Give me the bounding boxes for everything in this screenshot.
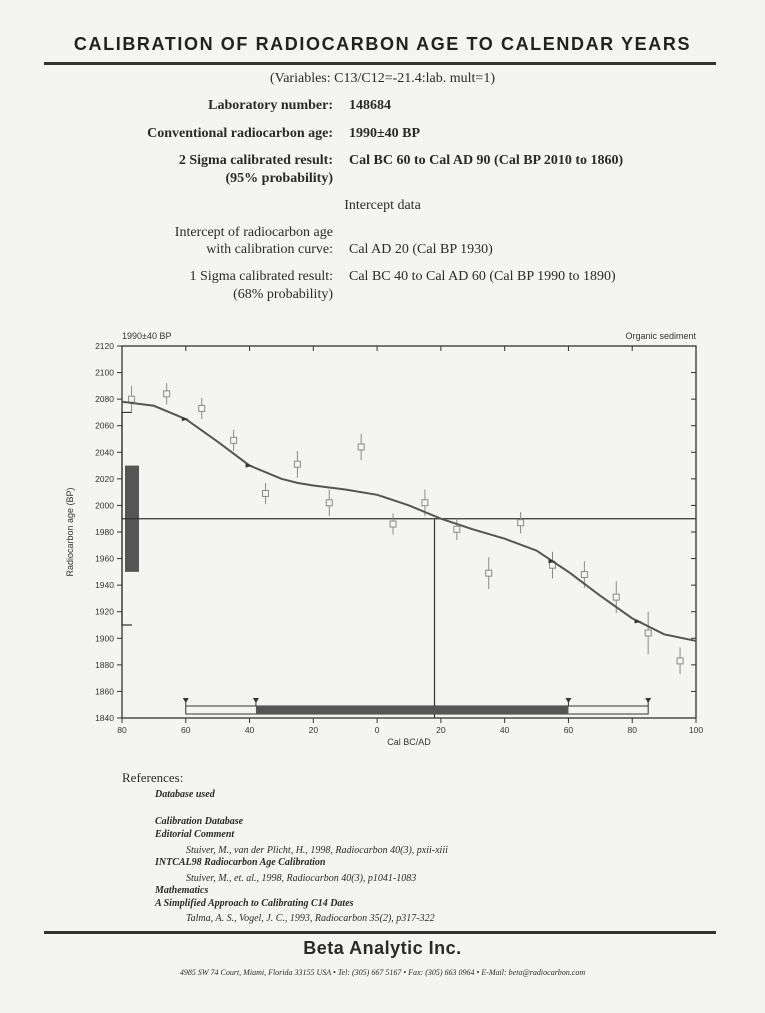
- intercept-value: Cal AD 20 (Cal BP 1930): [349, 242, 493, 257]
- data-point: [164, 391, 170, 397]
- y-tick-label: 1920: [95, 606, 114, 617]
- lab-number-value: 148684: [349, 98, 391, 113]
- data-point: [422, 500, 428, 506]
- calibration-chart: [60, 327, 710, 759]
- reference-line: Talma, A. S., Vogel, J. C., 1993, Radiocarbon 35(2), p317-322: [186, 913, 435, 924]
- x-tick-label: 20: [436, 725, 446, 735]
- range-end-arrow: [253, 698, 259, 703]
- x-axis-title: Cal BC/AD: [387, 737, 431, 747]
- data-point: [486, 570, 492, 576]
- data-point: [677, 658, 683, 664]
- y-tick-label: 2080: [95, 394, 114, 405]
- y-tick-label: 2100: [95, 367, 114, 378]
- lab-number-label: Laboratory number:: [208, 98, 333, 113]
- reference-line: A Simplified Approach to Calibrating C14 Dates: [155, 898, 354, 909]
- top-right-label: Organic sediment: [625, 331, 696, 341]
- data-point: [518, 520, 524, 526]
- data-point: [326, 500, 332, 506]
- x-tick-label: 60: [181, 725, 191, 735]
- x-tick-label: 100: [688, 725, 704, 735]
- x-tick-label: 60: [563, 725, 574, 735]
- data-point: [358, 444, 364, 450]
- sigma2-value: Cal BC 60 to Cal AD 90 (Cal BP 2010 to 1860): [349, 153, 624, 168]
- top-left-label: 1990±40 BP: [122, 331, 172, 341]
- reference-line: Mathematics: [155, 885, 209, 896]
- conventional-age-label: Conventional radiocarbon age:: [147, 126, 333, 141]
- x-tick-label: 80: [117, 725, 127, 735]
- intercept-heading: Intercept data: [344, 198, 421, 213]
- y-tick-label: 1860: [95, 686, 114, 697]
- calendar-1sigma-range: [256, 706, 569, 714]
- y-tick-label: 2040: [95, 447, 114, 458]
- y-tick-label: 1960: [95, 553, 114, 564]
- range-end-arrow: [645, 698, 651, 703]
- conventional-age-value: 1990±40 BP: [349, 126, 421, 141]
- data-point: [231, 437, 237, 443]
- y-tick-label: 1840: [95, 713, 114, 723]
- plot-frame: [122, 346, 696, 718]
- data-point: [199, 405, 205, 411]
- x-tick-label: 40: [244, 725, 255, 735]
- y-axis-title: Radiocarbon age (BP): [65, 487, 75, 577]
- calibration-chart-svg: [60, 327, 710, 759]
- reference-line: Stuiver, M., et. al., 1998, Radiocarbon 40(3), p1041-1083: [186, 873, 417, 884]
- range-end-arrow: [183, 698, 189, 703]
- data-point: [613, 594, 619, 600]
- sigma2-probability: (95% probability): [225, 171, 333, 186]
- reference-line: Database used: [155, 789, 215, 800]
- calibration-curve: [122, 402, 696, 641]
- sigma2-label: 2 Sigma calibrated result:: [178, 153, 333, 168]
- data-point: [294, 461, 300, 467]
- y-tick-label: 1900: [95, 633, 114, 644]
- sigma1-label: 1 Sigma calibrated result:: [189, 269, 333, 284]
- y-tick-label: 2060: [95, 420, 114, 431]
- reference-line: Stuiver, M., van der Plicht, H., 1998, Radiocarbon 40(3), pxii-xiii: [186, 845, 448, 856]
- x-tick-label: 0: [374, 725, 380, 735]
- variables-line: (Variables: C13/C12=-21.4:lab. mult=1): [270, 71, 495, 86]
- data-point: [390, 521, 396, 527]
- y-tick-label: 2120: [95, 341, 114, 351]
- intercept-label-line1: Intercept of radiocarbon age: [174, 225, 333, 240]
- x-tick-label: 80: [627, 725, 637, 735]
- reference-line: Calibration Database: [155, 816, 244, 827]
- data-point: [129, 396, 135, 402]
- sigma1-probability: (68% probability): [233, 287, 333, 302]
- report-title: CALIBRATION OF RADIOCARBON AGE TO CALENDAR YEARS: [73, 34, 692, 54]
- x-tick-label: 20: [308, 725, 319, 735]
- references-heading: References:: [122, 770, 184, 785]
- y-tick-label: 1980: [95, 527, 114, 537]
- x-tick-label: 40: [499, 725, 510, 735]
- data-point: [263, 490, 269, 496]
- range-end-arrow: [565, 698, 571, 703]
- data-point: [581, 572, 587, 578]
- sigma1-value: Cal BC 40 to Cal AD 60 (Cal BP 1990 to 1890): [349, 269, 616, 284]
- intercept-label-line2: with calibration curve:: [206, 242, 333, 257]
- reference-line: INTCAL98 Radiocarbon Age Calibration: [155, 857, 326, 868]
- top-divider: [44, 62, 716, 65]
- bottom-divider: [44, 931, 716, 934]
- reference-line: Editorial Comment: [155, 829, 235, 840]
- data-point: [645, 630, 651, 636]
- data-point: [454, 526, 460, 532]
- company-name: Beta Analytic Inc.: [303, 938, 462, 958]
- y-tick-label: 2000: [95, 500, 114, 511]
- y-tick-label: 1940: [95, 580, 114, 591]
- y-tick-label: 1880: [95, 659, 114, 670]
- y-tick-label: 2020: [95, 473, 114, 484]
- company-address: 4985 SW 74 Court, Miami, Florida 33155 USA • Tel: (305) 667 5167 • Fax: (305) 663 0964 • E-Mail: beta@radiocarbon.com: [179, 968, 586, 977]
